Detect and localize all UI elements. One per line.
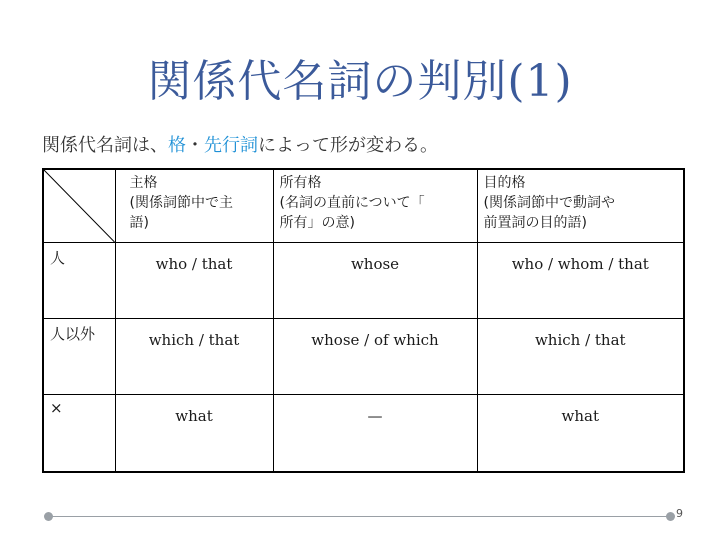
cell-person-subjective: who / that	[115, 243, 273, 319]
header-subjective-title: 主格	[129, 175, 158, 191]
header-possessive-desc1: (名詞の直前について「	[279, 195, 425, 211]
page-number: 9	[676, 507, 683, 520]
slide-title-number: (1)	[507, 56, 573, 107]
slide-title	[0, 52, 720, 112]
subtitle-highlight-antecedent: 先行詞	[204, 135, 258, 156]
table-row-none	[43, 395, 684, 472]
header-possessive-text	[274, 170, 477, 236]
slide-subtitle	[42, 132, 438, 160]
header-subjective	[115, 169, 273, 243]
cell-none-subjective: what	[115, 395, 273, 472]
subtitle-part1: 関係代名詞は、	[42, 135, 168, 156]
header-possessive-desc2: 所有」の意)	[279, 215, 355, 231]
row-label-non-person: 人以外	[43, 319, 115, 395]
table-header-row	[43, 169, 684, 243]
header-objective-desc1: (関係詞節中で動詞や	[483, 195, 615, 211]
cell-person-objective: who / whom / that	[477, 243, 684, 319]
relative-pronoun-table	[42, 168, 685, 473]
header-objective	[477, 169, 684, 243]
header-possessive	[273, 169, 477, 243]
footer-divider	[48, 516, 674, 517]
header-subjective-text	[116, 170, 273, 236]
header-subjective-desc2: 語)	[129, 215, 149, 231]
cell-person-possessive: whose	[273, 243, 477, 319]
table-row-non-person	[43, 319, 684, 395]
header-objective-title: 目的格	[483, 175, 526, 191]
header-subjective-desc1: (関係詞節中で主	[129, 195, 233, 211]
header-possessive-title: 所有格	[279, 175, 322, 191]
subtitle-separator: ・	[186, 135, 204, 156]
diagonal-divider	[44, 170, 115, 242]
cell-non-person-objective: which / that	[477, 319, 684, 395]
footer-right-dot	[666, 512, 675, 521]
row-label-person: 人	[43, 243, 115, 319]
cell-none-possessive: —	[273, 395, 477, 472]
cell-none-objective: what	[477, 395, 684, 472]
subtitle-highlight-case: 格	[168, 135, 186, 156]
row-label-none: ×	[43, 395, 115, 472]
table-corner-cell	[43, 169, 115, 243]
cell-non-person-subjective: which / that	[115, 319, 273, 395]
subtitle-part2: によって形が変わる。	[258, 135, 438, 156]
cell-non-person-possessive: whose / of which	[273, 319, 477, 395]
header-objective-text	[478, 170, 684, 236]
slide-title-main: 関係代名詞の判別	[147, 56, 508, 107]
header-objective-desc2: 前置詞の目的語)	[483, 215, 587, 231]
table-row-person	[43, 243, 684, 319]
footer-left-dot	[44, 512, 53, 521]
